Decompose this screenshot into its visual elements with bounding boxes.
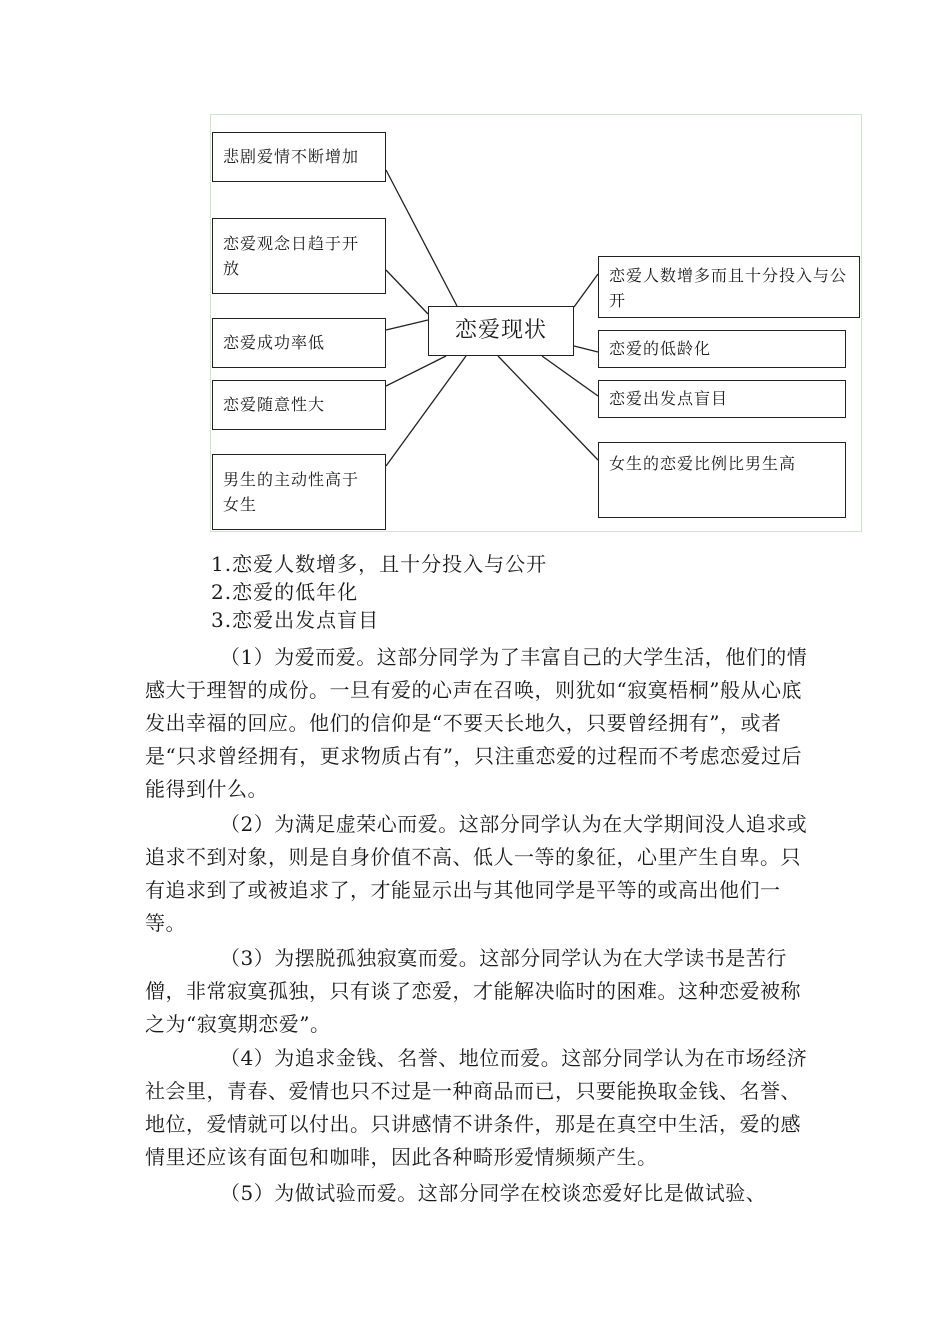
connector-9 <box>498 356 598 460</box>
left-box-3: 恋爱成功率低 <box>212 318 386 368</box>
left-box-5: 男生的主动性高于女生 <box>212 454 386 530</box>
connector-4 <box>386 356 446 386</box>
connector-5 <box>386 356 466 466</box>
connector-3 <box>386 320 428 330</box>
right-box-1: 恋爱人数增多而且十分投入与公开 <box>598 256 860 318</box>
paragraph-1: （1）为爱而爱。这部分同学为了丰富自己的大学生活，他们的情感大于理智的成份。一旦有爱的心声在召唤，则犹如“寂寞梧桐”般从心底发出幸福的回应。他们的信仰是“不要天长地久，只要曾经拥有”，或者是“只求曾经拥有，更求物质占有”，只注重恋爱的过程而不考虑恋爱过后能得到什么。 <box>145 645 808 801</box>
left-box-1: 悲剧爱情不断增加 <box>212 132 386 182</box>
mind-map-diagram <box>210 114 862 532</box>
right-box-4: 女生的恋爱比例比男生高 <box>598 442 846 518</box>
connector-6 <box>574 274 598 307</box>
connector-1 <box>386 170 457 306</box>
left-box-4: 恋爱随意性大 <box>212 380 386 430</box>
list-item-3: 3.恋爱出发点盲目 <box>211 608 380 632</box>
connector-8 <box>542 356 598 396</box>
paragraph-3: （3）为摆脱孤独寂寞而爱。这部分同学认为在大学读书是苦行僧，非常寂寞孤独，只有谈了恋爱，才能解决临时的困难。这种恋爱被称之为“寂寞期恋爱”。 <box>145 946 801 1036</box>
left-box-2: 恋爱观念日趋于开放 <box>212 218 386 294</box>
right-box-3: 恋爱出发点盲目 <box>598 380 846 418</box>
list-item-1: 1.恋爱人数增多，且十分投入与公开 <box>211 552 548 576</box>
center-node: 恋爱现状 <box>428 306 574 356</box>
paragraph-2: （2）为满足虚荣心而爱。这部分同学认为在大学期间没人追求或追求不到对象，则是自身价值不高、低人一等的象征，心里产生自卑。只有追求到了或被追求了，才能显示出与其他同学是平等的或高出他们一等。 <box>145 812 808 935</box>
connector-7 <box>574 346 598 352</box>
list-item-2: 2.恋爱的低年化 <box>211 580 359 604</box>
right-box-2: 恋爱的低龄化 <box>598 330 846 368</box>
paragraph-5: （5）为做试验而爱。这部分同学在校谈恋爱好比是做试验、 <box>220 1181 767 1205</box>
connector-2 <box>386 270 428 314</box>
paragraph-4: （4）为追求金钱、名誉、地位而爱。这部分同学认为在市场经济社会里，青春、爱情也只不过是一种商品而已，只要能换取金钱、名誉、地位，爱情就可以付出。只讲感情不讲条件，那是在真空中生活，爱的感情里还应该有面包和咖啡，因此各种畸形爱情频频产生。 <box>145 1046 808 1169</box>
